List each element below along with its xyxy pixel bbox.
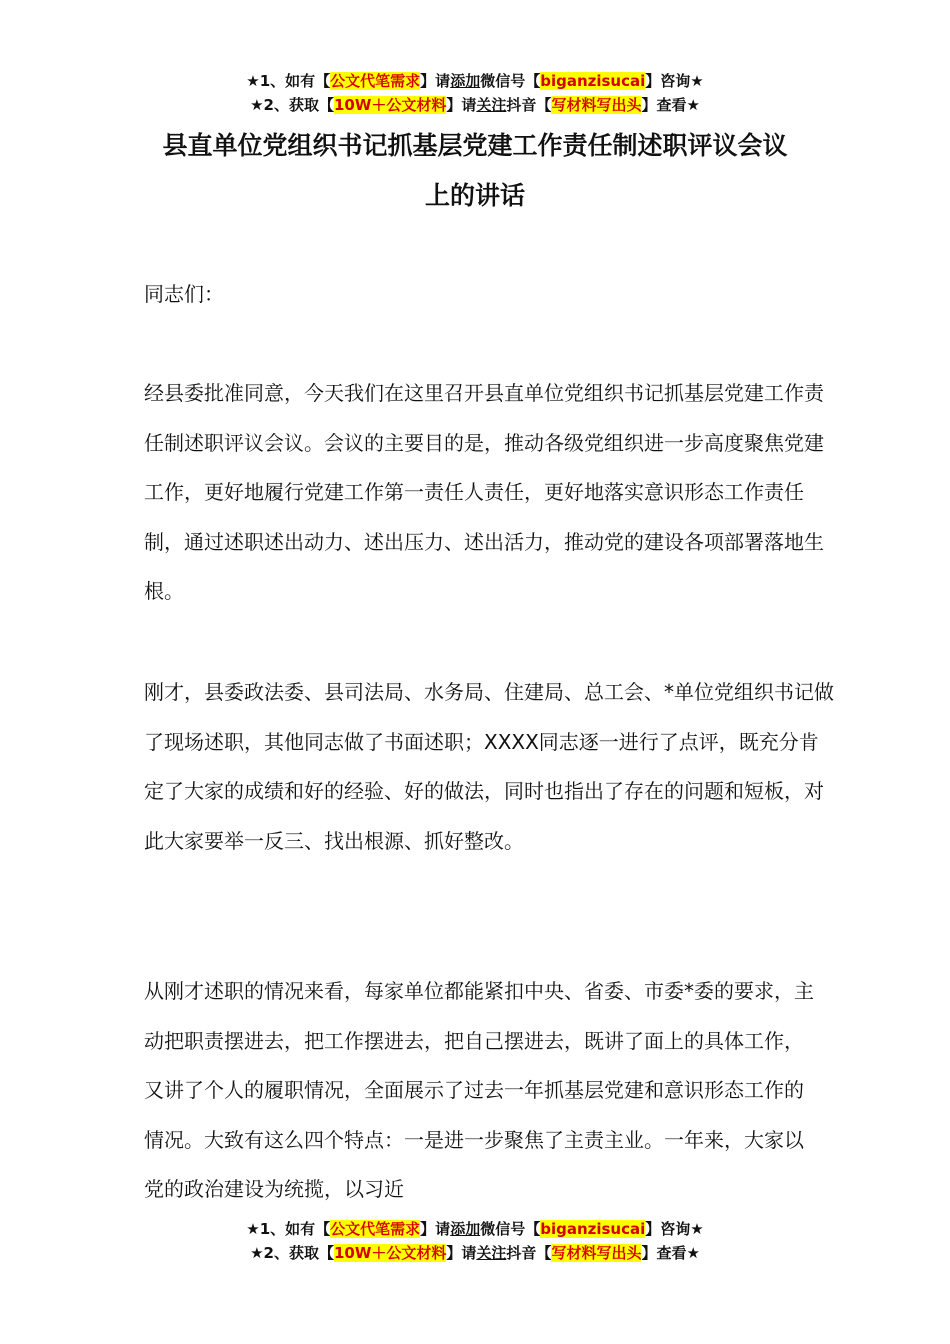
promo-line-2 [0,1241,950,1265]
promo-highlight: 10W＋公文材料 [333,96,447,114]
promo-line-2 [0,93,950,117]
promo-text: ★2、获取【 [250,1244,334,1262]
promo-text: 】查看★ [641,1244,700,1262]
promo-text: 】咨询★ [645,72,704,90]
promo-douyin-id: 写材料写出头 [551,1244,642,1262]
paragraph-text: 从刚才述职的情况来看，每家单位都能紧扣中央、省委、市委*委的要求，主动把职责摆进去，把工作摆进去，把自己摆进去，既讲了面上的具体工作，又讲了个人的履职情况，全面展示了过去一年抓基层党建和意识形态工作的情况。大致有这么四个特点：一是进一步聚焦了主责主业。一年来，大家以党的政治建设为统揽，以习近 [144,979,814,1201]
paragraph-text: 刚才，县委政法委、县司法局、水务局、住建局、总工会、*单位党组织书记做了现场述职，其他同志做了书面述职；XXXX同志逐一进行了点评，既充分肯定了大家的成绩和好的经验、好的做法，同时也指出了存在的问题和短板，对此大家要举一反三、找出根源、抓好整改。 [144,680,834,853]
promo-line-1 [0,69,950,93]
promo-text: 】请 [420,72,451,90]
title-line-2: 上的讲话 [424,181,525,210]
promo-douyin-id: 写材料写出头 [551,96,642,114]
paragraph-2 [144,668,834,866]
promo-footer [0,1217,950,1265]
title-line-1: 县直单位党组织书记抓基层党建工作责任制述职评议会议 [162,131,788,160]
promo-highlight: 公文代笔需求 [330,1220,421,1238]
greeting [144,270,834,320]
promo-text: 微信号【 [480,72,541,90]
promo-text: 】请 [446,96,477,114]
promo-text: 微信号【 [480,1220,541,1238]
promo-text: ★1、如有【 [246,1220,331,1238]
promo-text: ★1、如有【 [246,72,331,90]
promo-underline: 关注 [476,96,507,114]
document-title [90,121,860,221]
promo-text: 】请 [446,1244,477,1262]
promo-text: 】请 [420,1220,451,1238]
promo-line-1 [0,1217,950,1241]
paragraph-1 [144,369,834,617]
promo-text: 】查看★ [641,96,700,114]
greeting-text: 同志们： [144,282,224,306]
promo-text: 】咨询★ [645,1220,704,1238]
promo-highlight: 10W＋公文材料 [333,1244,447,1262]
promo-highlight: 公文代笔需求 [330,72,421,90]
promo-underline: 关注 [476,1244,507,1262]
promo-wechat-id: biganzisucai [540,1220,646,1238]
promo-header [0,69,950,117]
promo-text: 抖音【 [506,96,552,114]
promo-underline: 添加 [450,72,481,90]
paragraph-text: 经县委批准同意，今天我们在这里召开县直单位党组织书记抓基层党建工作责任制述职评议会议。会议的主要目的是，推动各级党组织进一步高度聚焦党建工作，更好地履行党建工作第一责任人责任，更好地落实意识形态工作责任制，通过述职述出动力、述出压力、述出活力，推动党的建设各项部署落地生根。 [144,381,824,603]
promo-text: ★2、获取【 [250,96,334,114]
promo-underline: 添加 [450,1220,481,1238]
paragraph-3 [144,967,814,1215]
promo-wechat-id: biganzisucai [540,72,646,90]
promo-text: 抖音【 [506,1244,552,1262]
